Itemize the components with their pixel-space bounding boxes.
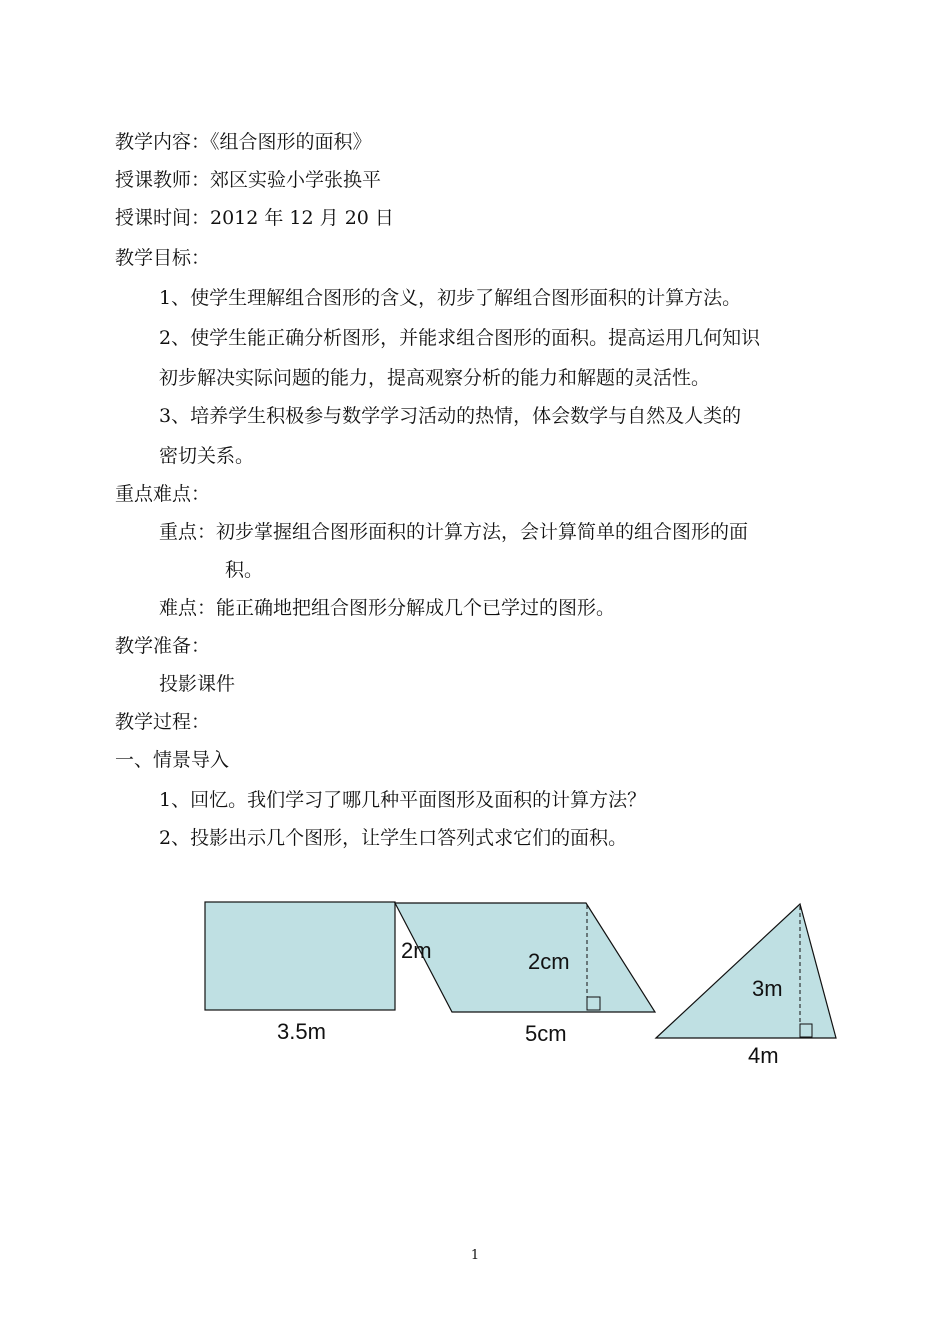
process-heading: 教学过程： <box>115 711 211 733</box>
para-base-label: 5cm <box>525 1021 567 1046</box>
key-point-line-1: 重点：初步掌握组合图形面积的计算方法，会计算简单的组合图形的面 <box>159 521 749 543</box>
rect-side-label: 2m <box>401 938 432 963</box>
goal-3-line-2: 密切关系。 <box>159 445 255 467</box>
goal-2-line-1: 2、使学生能正确分析图形，并能求组合图形的面积。提高运用几何知识 <box>159 327 761 349</box>
section-1-heading: 一、情景导入 <box>115 749 230 771</box>
prep-item: 投影课件 <box>159 673 236 695</box>
tri-height-label: 3m <box>752 976 783 1001</box>
prep-heading: 教学准备： <box>115 635 211 657</box>
page-number: 1 <box>470 1248 480 1263</box>
key-point-line-2: 积。 <box>225 559 264 581</box>
goal-3-line-1: 3、培养学生积极参与数学学习活动的热情，体会数学与自然及人类的 <box>159 405 742 427</box>
step-2: 2、投影出示几个图形，让学生口答列式求它们的面积。 <box>159 827 628 849</box>
parallelogram-shape <box>395 903 655 1012</box>
teacher-line: 授课教师：郊区实验小学张换平 <box>115 169 382 191</box>
goal-1: 1、使学生理解组合图形的含义，初步了解组合图形面积的计算方法。 <box>159 287 742 309</box>
key-points-heading: 重点难点： <box>115 483 211 505</box>
goal-2-line-2: 初步解决实际问题的能力，提高观察分析的能力和解题的灵活性。 <box>159 367 711 389</box>
triangle-shape <box>656 904 836 1038</box>
rect-base-label: 3.5m <box>277 1019 326 1044</box>
para-height-label: 2cm <box>528 949 570 974</box>
difficult-point: 难点：能正确地把组合图形分解成几个已学过的图形。 <box>159 597 616 619</box>
step-1: 1、回忆。我们学习了哪几种平面图形及面积的计算方法？ <box>159 789 647 811</box>
tri-base-label: 4m <box>748 1043 779 1068</box>
content-line: 教学内容：《组合图形的面积》 <box>115 131 372 153</box>
time-line: 授课时间：2012 年 12 月 20 日 <box>115 207 394 229</box>
rectangle-shape <box>205 902 395 1010</box>
goals-heading: 教学目标： <box>115 247 211 269</box>
